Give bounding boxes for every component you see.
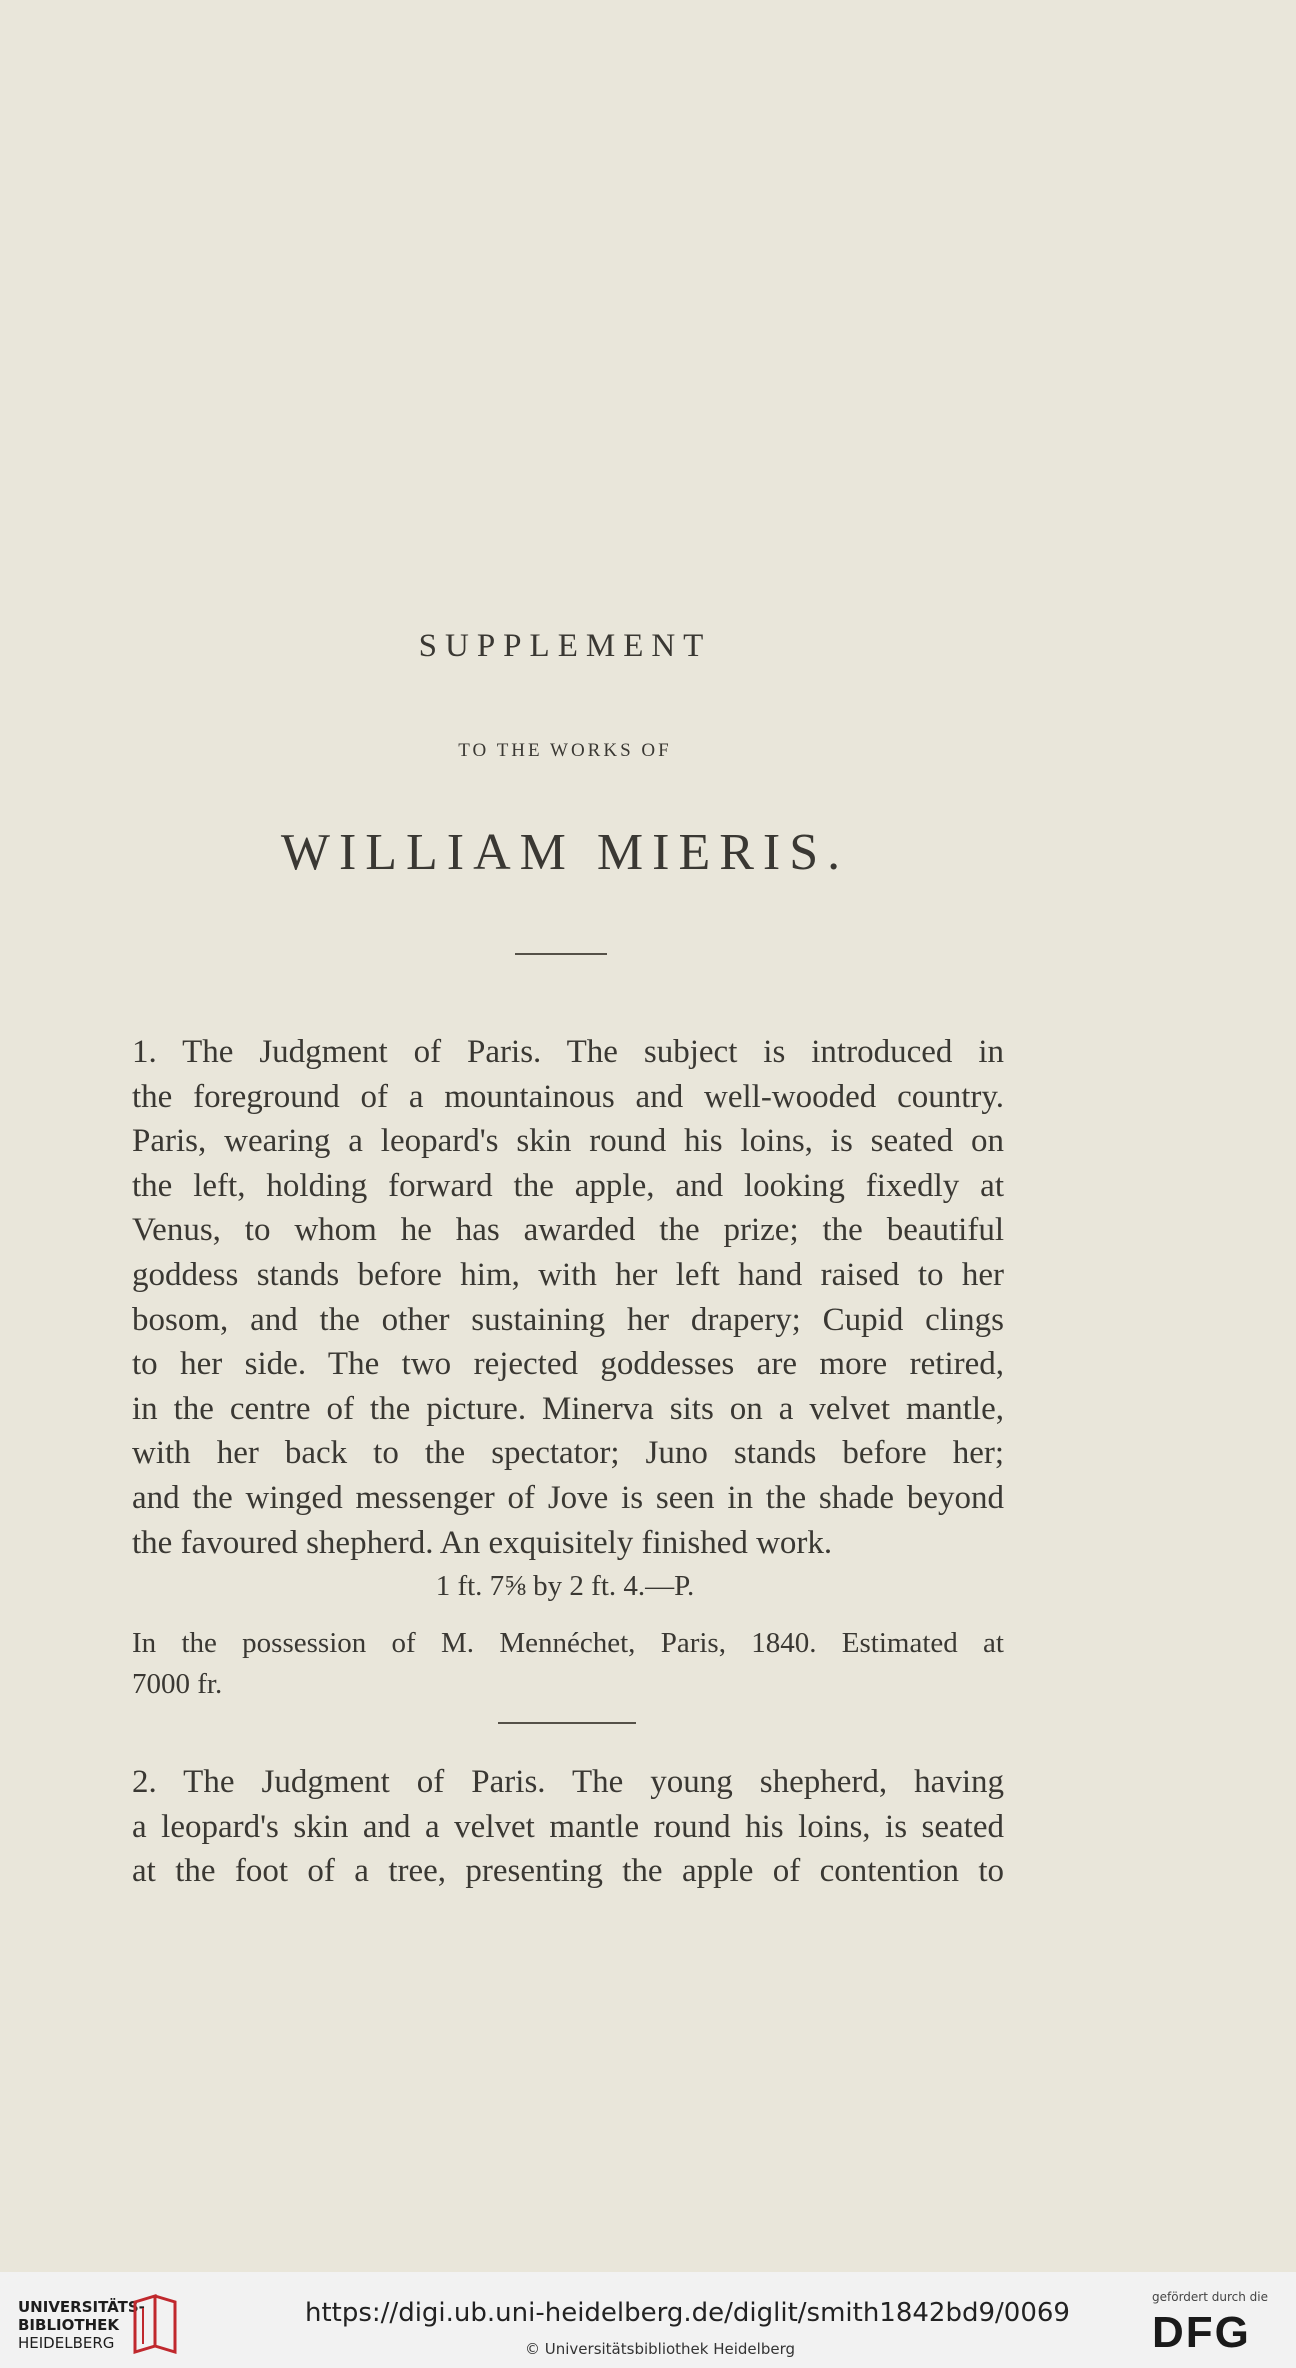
author-title: WILLIAM MIERIS.	[280, 824, 850, 881]
entry-line: with her back to the spectator; Juno stands before her;	[132, 1435, 1004, 1472]
copyright-text: © Universitätsbibliothek Heidelberg	[525, 2340, 796, 2358]
permalink-url[interactable]: https://digi.ub.uni-heidelberg.de/diglit/smith1842bd9/0069	[305, 2298, 1070, 2328]
entry-line: Venus, to whom he has awarded the prize; the beautiful	[132, 1212, 1004, 1249]
provenance-line: In the possession of M. Mennéchet, Paris, 1840. Estimated at	[132, 1627, 1004, 1659]
divider-rule	[498, 1722, 636, 1724]
entry-line: 2. The Judgment of Paris. The young shepherd, having	[132, 1764, 1004, 1800]
entry-line: to her side. The two rejected goddesses are more retired,	[132, 1346, 1004, 1383]
entry-line: the favoured shepherd. An exquisitely finished work.	[132, 1524, 833, 1561]
provenance-line: 7000 fr.	[132, 1668, 223, 1700]
entry-line: the left, holding forward the apple, and looking fixedly at	[132, 1167, 1004, 1204]
entry-line: 1. The Judgment of Paris. The subject is introduced in	[132, 1034, 1004, 1070]
entry-line: in the centre of the picture. Minerva sits on a velvet mantle,	[132, 1390, 1004, 1427]
to-works-subheading: TO THE WORKS OF	[458, 740, 672, 761]
entry-1-provenance	[132, 1623, 1004, 1705]
logo-line: UNIVERSITÄTS-	[18, 2298, 145, 2316]
entry-line: Paris, wearing a leopard's skin round his loins, is seated on	[132, 1123, 1004, 1160]
entry-2	[132, 1760, 1004, 1894]
entry-line: the foreground of a mountainous and well-wooded country.	[132, 1078, 1004, 1115]
entry-1	[132, 1030, 1004, 1565]
entry-1-dimensions: 1 ft. 7⅝ by 2 ft. 4.—P.	[435, 1570, 695, 1602]
viewer-footer	[0, 2272, 1296, 2368]
library-logo-icon	[125, 2294, 183, 2354]
supplement-heading: SUPPLEMENT	[418, 628, 712, 664]
entry-line: and the winged messenger of Jove is seen in the shade beyond	[132, 1479, 1004, 1516]
entry-line: a leopard's skin and a velvet mantle round his loins, is seated	[132, 1808, 1004, 1845]
entry-line: at the foot of a tree, presenting the apple of contention to	[132, 1853, 1004, 1890]
entry-line: goddess stands before him, with her left hand raised to her	[132, 1256, 1004, 1293]
dfg-logo[interactable]: DFG	[1152, 2308, 1251, 2357]
logo-line: HEIDELBERG	[18, 2334, 115, 2352]
funding-label: gefördert durch die	[1152, 2290, 1268, 2304]
entry-line: bosom, and the other sustaining her drapery; Cupid clings	[132, 1301, 1004, 1338]
divider-rule	[515, 953, 607, 955]
logo-line: BIBLIOTHEK	[18, 2316, 119, 2334]
